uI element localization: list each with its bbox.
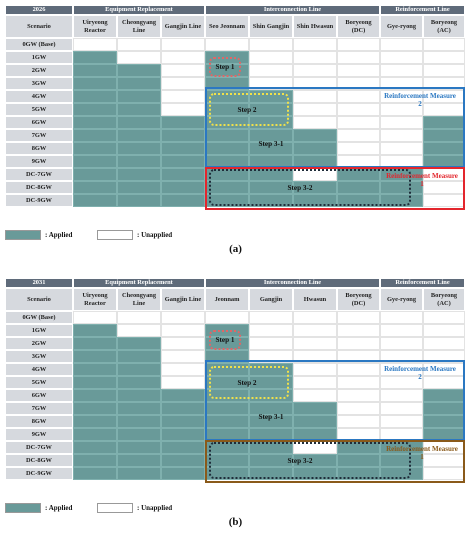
column-header: Boryeong (AC)	[423, 288, 465, 311]
applied-cell	[117, 402, 161, 415]
unapplied-cell	[249, 337, 293, 350]
applied-cell	[117, 116, 161, 129]
group-header: Reinforcement Line	[380, 5, 465, 15]
group-header: Equipment Replacement	[73, 5, 205, 15]
applied-cell	[161, 168, 205, 181]
legend-unapplied-text: : Unapplied	[137, 231, 173, 239]
applied-cell	[117, 194, 161, 207]
applied-cell	[73, 467, 117, 480]
applied-cell	[117, 363, 161, 376]
step-label: Step 1	[215, 336, 235, 344]
unapplied-cell	[380, 64, 423, 77]
legend	[5, 503, 465, 514]
applied-cell	[161, 389, 205, 402]
applied-cell	[161, 402, 205, 415]
applied-cell	[117, 389, 161, 402]
column-header: Gye-ryong	[380, 288, 423, 311]
step-label: Step 2	[237, 106, 257, 114]
applied-cell	[73, 324, 117, 337]
applied-cell	[161, 142, 205, 155]
scenario-label: 7GW	[5, 129, 73, 142]
column-header: Boryeong (AC)	[423, 15, 465, 38]
applied-cell	[161, 441, 205, 454]
applied-cell	[117, 129, 161, 142]
unapplied-cell	[293, 324, 337, 337]
unapplied-cell	[337, 337, 380, 350]
applied-cell	[73, 116, 117, 129]
unapplied-cell	[423, 337, 465, 350]
step-label: Step 1	[215, 63, 235, 71]
unapplied-cell	[293, 311, 337, 324]
scenario-label: 9GW	[5, 428, 73, 441]
applied-cell	[73, 90, 117, 103]
applied-cell	[73, 441, 117, 454]
unapplied-cell	[161, 337, 205, 350]
scenario-label: DC-7GW	[5, 441, 73, 454]
unapplied-cell	[423, 38, 465, 51]
unapplied-cell	[161, 64, 205, 77]
column-header: Shin Hwasun	[293, 15, 337, 38]
applied-cell	[73, 64, 117, 77]
measure-label: Reinforcement Measure 1	[386, 172, 458, 189]
legend-unapplied-text: : Unapplied	[137, 504, 173, 512]
group-header: Reinforcement Line	[380, 278, 465, 288]
panel-caption: (b)	[228, 516, 243, 528]
column-header: Jeonnam	[205, 288, 249, 311]
applied-cell	[73, 155, 117, 168]
unapplied-cell	[293, 38, 337, 51]
step-label: Step 3-2	[287, 184, 313, 192]
unapplied-cell	[249, 51, 293, 64]
unapplied-cell	[161, 90, 205, 103]
applied-cell	[73, 415, 117, 428]
legend-unapplied-swatch	[97, 230, 133, 240]
applied-cell	[73, 194, 117, 207]
scenario-header: Scenario	[5, 15, 73, 38]
applied-cell	[73, 402, 117, 415]
unapplied-cell	[423, 51, 465, 64]
legend-applied-text: : Applied	[45, 504, 73, 512]
applied-cell	[73, 168, 117, 181]
unapplied-cell	[337, 311, 380, 324]
unapplied-cell	[161, 51, 205, 64]
unapplied-cell	[161, 350, 205, 363]
applied-cell	[117, 428, 161, 441]
group-header: Equipment Replacement	[73, 278, 205, 288]
unapplied-cell	[423, 311, 465, 324]
year-header: 2031	[5, 278, 73, 288]
scenario-label: 3GW	[5, 350, 73, 363]
applied-cell	[73, 454, 117, 467]
legend-unapplied-swatch	[97, 503, 133, 513]
unapplied-cell	[380, 311, 423, 324]
unapplied-cell	[337, 64, 380, 77]
scenario-label: 0GW (Base)	[5, 38, 73, 51]
applied-cell	[117, 155, 161, 168]
unapplied-cell	[337, 324, 380, 337]
applied-cell	[117, 337, 161, 350]
applied-cell	[117, 454, 161, 467]
applied-cell	[73, 389, 117, 402]
column-header: Uiryeong Reactor	[73, 288, 117, 311]
applied-cell	[117, 350, 161, 363]
unapplied-cell	[293, 337, 337, 350]
scenario-label: 7GW	[5, 402, 73, 415]
applied-cell	[161, 116, 205, 129]
applied-cell	[117, 90, 161, 103]
unapplied-cell	[73, 311, 117, 324]
scenario-label: 2GW	[5, 337, 73, 350]
unapplied-cell	[205, 38, 249, 51]
group-header: Interconnection Line	[205, 278, 380, 288]
unapplied-cell	[161, 311, 205, 324]
applied-cell	[117, 77, 161, 90]
unapplied-cell	[161, 376, 205, 389]
scenario-label: 4GW	[5, 363, 73, 376]
unapplied-cell	[380, 324, 423, 337]
measure-label: Reinforcement Measure 2	[384, 365, 456, 382]
scenario-label: 1GW	[5, 324, 73, 337]
measure-label: Reinforcement Measure 2	[384, 92, 456, 109]
applied-cell	[117, 103, 161, 116]
unapplied-cell	[249, 311, 293, 324]
scenario-label: 5GW	[5, 376, 73, 389]
unapplied-cell	[249, 38, 293, 51]
unapplied-cell	[117, 324, 161, 337]
scenario-label: 0GW (Base)	[5, 311, 73, 324]
scenario-label: DC-8GW	[5, 454, 73, 467]
group-header: Interconnection Line	[205, 5, 380, 15]
applied-cell	[117, 415, 161, 428]
panel-caption: (a)	[229, 243, 242, 255]
step-label: Step 2	[237, 379, 257, 387]
scenario-label: DC-9GW	[5, 467, 73, 480]
column-header: Cheongyang Line	[117, 288, 161, 311]
column-header: Cheongyang Line	[117, 15, 161, 38]
scenario-label: 6GW	[5, 116, 73, 129]
unapplied-cell	[423, 324, 465, 337]
applied-cell	[161, 428, 205, 441]
unapplied-cell	[73, 38, 117, 51]
unapplied-cell	[117, 38, 161, 51]
applied-cell	[73, 428, 117, 441]
applied-cell	[161, 415, 205, 428]
applied-cell	[117, 376, 161, 389]
unapplied-cell	[293, 51, 337, 64]
column-header: Gangjin Line	[161, 15, 205, 38]
column-header: Gye-ryong	[380, 15, 423, 38]
step-label: Step 3-1	[258, 413, 284, 421]
applied-cell	[161, 181, 205, 194]
applied-cell	[73, 363, 117, 376]
legend-applied-text: : Applied	[45, 231, 73, 239]
scenario-label: 8GW	[5, 142, 73, 155]
scenario-label: 9GW	[5, 155, 73, 168]
unapplied-cell	[117, 311, 161, 324]
applied-cell	[73, 77, 117, 90]
panel-a	[5, 5, 465, 255]
scenario-label: 3GW	[5, 77, 73, 90]
applied-cell	[117, 142, 161, 155]
panel-b	[5, 278, 465, 528]
column-header: Boryeong (DC)	[337, 15, 380, 38]
scenario-label: 5GW	[5, 103, 73, 116]
applied-cell	[73, 337, 117, 350]
unapplied-cell	[249, 324, 293, 337]
unapplied-cell	[117, 51, 161, 64]
scenario-label: DC-9GW	[5, 194, 73, 207]
column-header: Uiryeong Reactor	[73, 15, 117, 38]
applied-cell	[73, 103, 117, 116]
unapplied-cell	[337, 51, 380, 64]
applied-cell	[73, 51, 117, 64]
column-header: Boryeong (DC)	[337, 288, 380, 311]
applied-cell	[117, 64, 161, 77]
unapplied-cell	[380, 51, 423, 64]
unapplied-cell	[293, 64, 337, 77]
applied-cell	[73, 129, 117, 142]
step-label: Step 3-1	[258, 140, 284, 148]
unapplied-cell	[249, 64, 293, 77]
unapplied-cell	[380, 337, 423, 350]
applied-cell	[73, 142, 117, 155]
column-header: Hwasun	[293, 288, 337, 311]
applied-cell	[117, 467, 161, 480]
column-header: Shin Gangjin	[249, 15, 293, 38]
applied-cell	[117, 441, 161, 454]
step-label: Step 3-2	[287, 457, 313, 465]
scenario-label: 8GW	[5, 415, 73, 428]
scenario-label: 4GW	[5, 90, 73, 103]
applied-cell	[161, 155, 205, 168]
year-header: 2026	[5, 5, 73, 15]
scenario-table	[5, 278, 465, 478]
measure-label: Reinforcement Measure 1	[386, 445, 458, 462]
applied-cell	[117, 181, 161, 194]
applied-cell	[161, 467, 205, 480]
legend	[5, 230, 465, 241]
scenario-label: 1GW	[5, 51, 73, 64]
scenario-label: DC-7GW	[5, 168, 73, 181]
unapplied-cell	[337, 38, 380, 51]
scenario-table	[5, 5, 465, 205]
applied-cell	[73, 376, 117, 389]
unapplied-cell	[161, 363, 205, 376]
applied-cell	[161, 129, 205, 142]
column-header: Gangjin	[249, 288, 293, 311]
unapplied-cell	[161, 77, 205, 90]
unapplied-cell	[423, 64, 465, 77]
unapplied-cell	[161, 324, 205, 337]
scenario-label: 2GW	[5, 64, 73, 77]
unapplied-cell	[380, 38, 423, 51]
scenario-label: DC-8GW	[5, 181, 73, 194]
applied-cell	[73, 181, 117, 194]
legend-applied-swatch	[5, 230, 41, 240]
applied-cell	[161, 454, 205, 467]
applied-cell	[73, 350, 117, 363]
unapplied-cell	[205, 311, 249, 324]
applied-cell	[161, 194, 205, 207]
column-header: Gangjin Line	[161, 288, 205, 311]
column-header: Seo Jeonnam	[205, 15, 249, 38]
scenario-label: 6GW	[5, 389, 73, 402]
scenario-header: Scenario	[5, 288, 73, 311]
unapplied-cell	[161, 103, 205, 116]
legend-applied-swatch	[5, 503, 41, 513]
unapplied-cell	[161, 38, 205, 51]
applied-cell	[117, 168, 161, 181]
